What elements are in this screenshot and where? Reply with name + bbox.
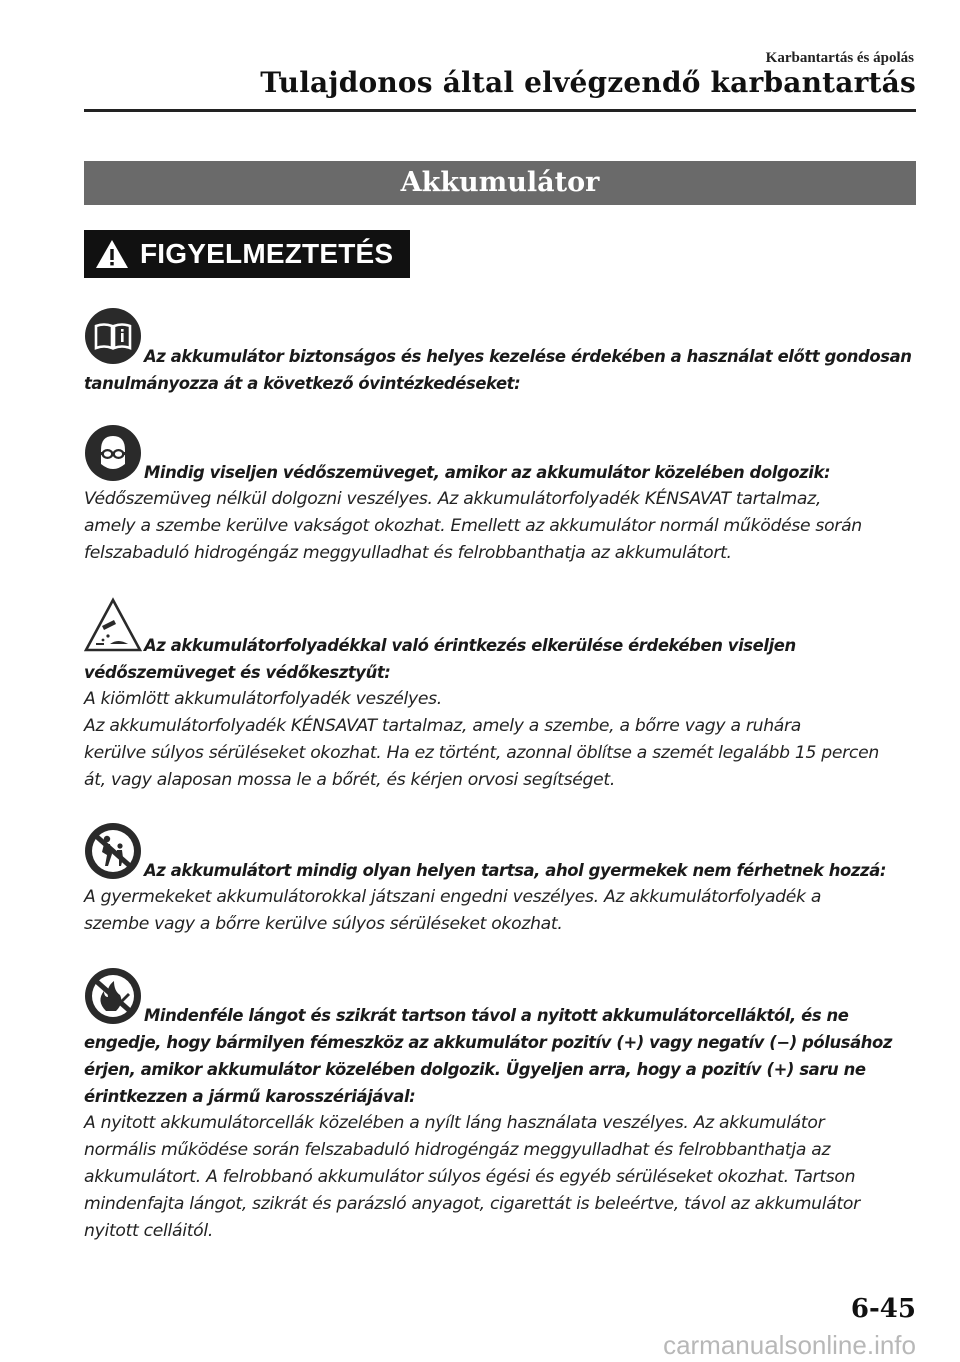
warning-body-line: A gyermekeket akkumulátorokkal játszani engedni veszélyes. Az akkumulátorfolyadék a [84,887,822,907]
warning-lead-cont: védőszemüveget és védőkesztyűt: [84,663,391,682]
warning-lead-cont: érintkezzen a jármű karosszériájával: [84,1087,416,1106]
page-title: Akkumulátor [84,161,916,205]
warning-body-line: amely a szembe kerülve vakságot okozhat. Emellett az akkumulátor normál működése során [84,516,862,536]
warning-label-text: FIGYELMEZTETÉS [140,238,394,269]
warning-lead: Az akkumulátorfolyadékkal való érintkezés elkerülése érdekében viseljen [144,636,796,655]
corrosive-liquid-icon [84,596,142,654]
header-chapter-title: Tulajdonos által elvégzendő karbantartás [260,66,916,99]
warning-body-line: A kiömlött akkumulátorfolyadék veszélyes. [84,689,442,709]
warning-body-line: normális működése során felszabaduló hidrogéngáz meggyulladhat és felrobbanthatja az [84,1140,831,1160]
warning-label [84,230,410,278]
warning-lead: Az akkumulátor biztonságos és helyes kezelése érdekében a használat előtt gondosan [144,347,912,366]
keep-away-children-icon [84,822,142,880]
warning-body-line: át, vagy alaposan mossa le a bőrét, és kérjen orvosi segítséget. [84,770,615,790]
watermark: carmanualsonline.info [663,1330,916,1360]
warning-body-line: akkumulátort. A felrobbanó akkumulátor súlyos égési és egyéb sérüléseket okozhat. Tartson [84,1167,856,1187]
warning-lead: Az akkumulátort mindig olyan helyen tartsa, ahol gyermekek nem férhetnek hozzá: [144,861,887,880]
warning-body-line: felszabaduló hidrogéngáz meggyulladhat és felrobbanthatja az akkumulátort. [84,543,732,563]
manual-book-icon [84,307,142,365]
header-rule [84,109,916,112]
header-section-title: Karbantartás és ápolás [765,50,914,66]
warning-item [84,967,920,1245]
warning-lead-cont: engedje, hogy bármilyen fémeszköz az akkumulátor pozitív (+) vagy negatív (−) pólusához [84,1033,893,1052]
page-number: 6-45 [850,1294,916,1324]
warning-item [84,424,920,567]
warning-body-line: A nyitott akkumulátorcellák közelében a nyílt láng használata veszélyes. Az akkumulátor [84,1113,825,1133]
warning-body-line: mindenfajta lángot, szikrát és parázsló anyagot, cigarettát is beleértve, távol az akkumulátor [84,1194,860,1214]
no-open-flame-icon [84,967,142,1025]
warning-body-line: nyitott celláitól. [84,1221,214,1241]
warning-item [84,822,920,938]
warning-triangle-icon [94,238,130,270]
warning-lead-cont: érjen, amikor akkumulátor közelében dolgozik. Ügyeljen arra, hogy a pozitív (+) saru ne [84,1060,866,1079]
warning-lead: Mindenféle lángot és szikrát tartson távol a nyitott akkumulátorcelláktól, és ne [144,1006,849,1025]
warning-body-line: Az akkumulátorfolyadék KÉNSAVAT tartalmaz, amely a szembe, a bőrre vagy a ruhára [84,716,802,736]
safety-goggles-icon [84,424,142,482]
warning-body-line: Védőszemüveg nélkül dolgozni veszélyes. Az akkumulátorfolyadék KÉNSAVAT tartalmaz, [84,489,822,509]
warning-lead-cont: tanulmányozza át a következő óvintézkedéseket: [84,374,521,393]
warning-item [84,596,920,794]
warning-item [84,307,920,397]
warning-body-line: szembe vagy a bőrre kerülve súlyos sérüléseket okozhat. [84,914,563,934]
warning-body-line: kerülve súlyos sérüléseket okozhat. Ha ez történt, azonnal öblítse a szemét legalább 15 percen [84,743,879,763]
warning-lead: Mindig viseljen védőszemüveget, amikor az akkumulátor közelében dolgozik: [144,463,831,482]
